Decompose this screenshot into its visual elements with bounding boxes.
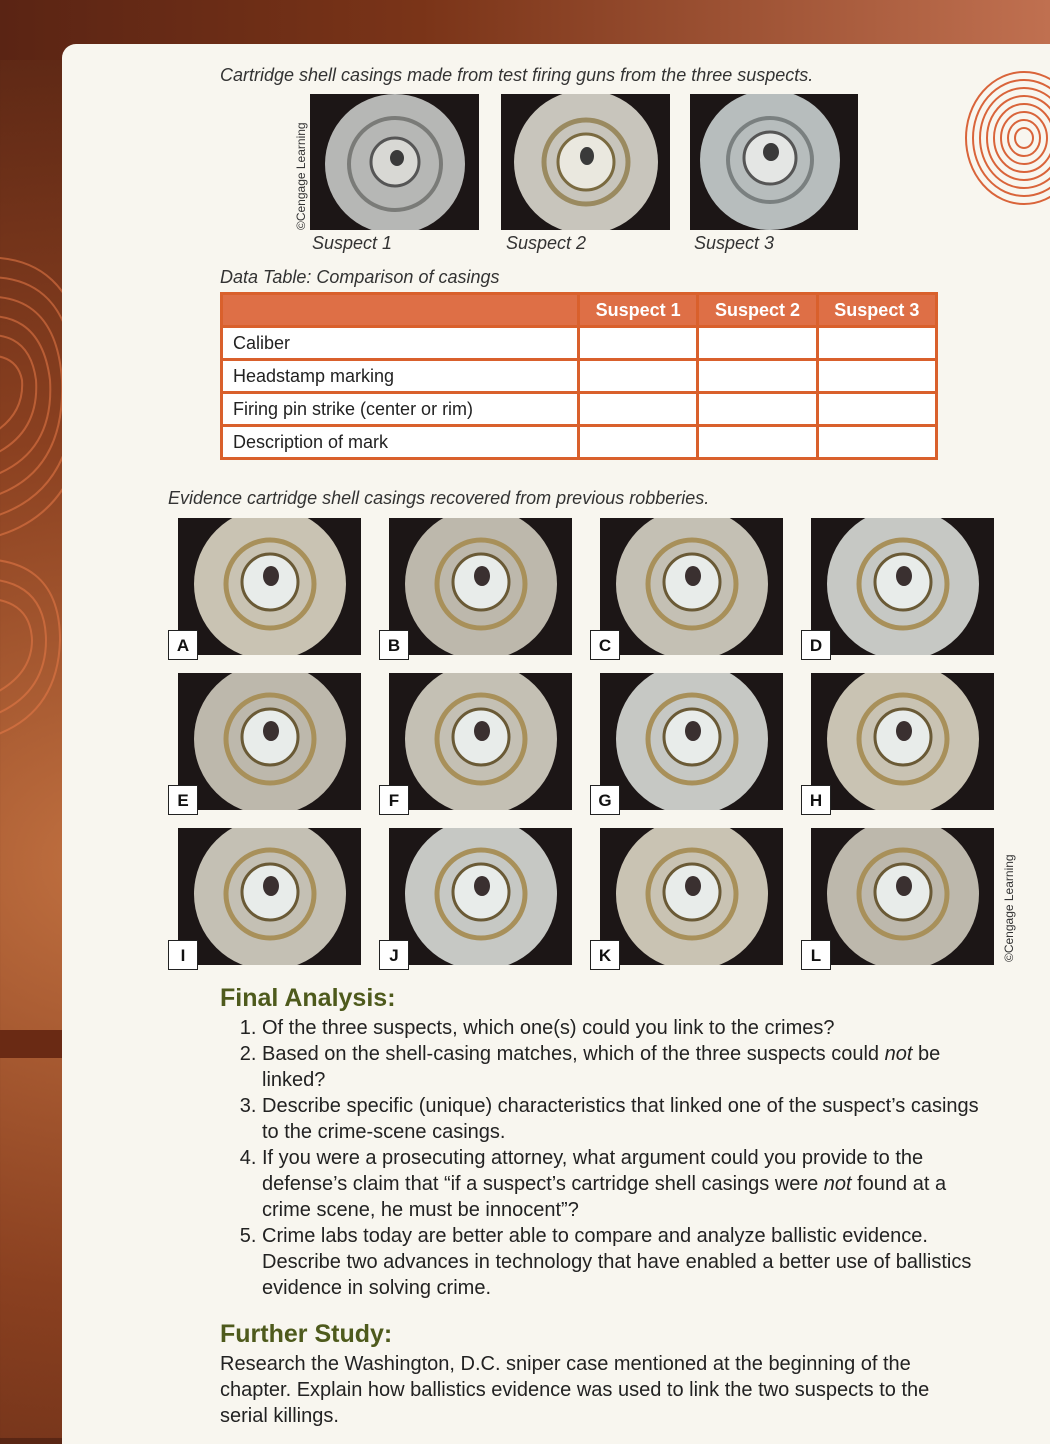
question-5: 5. Crime labs today are better able to compare and analyze ballistic evidence. Describe two advances in technology that have enabled a better use of ballistics evidence in solving crime. [262, 1223, 980, 1301]
table-cell[interactable] [579, 393, 698, 426]
table-cell[interactable] [817, 327, 936, 360]
evidence-label: H [801, 785, 831, 815]
analysis-questions [224, 1015, 980, 1301]
fingerprint-left-icon [0, 220, 62, 1440]
question-4 [262, 1145, 980, 1223]
evidence-casing-image [178, 673, 361, 810]
question-2-emphasis: not [884, 1043, 913, 1065]
suspect-1-casing-image [310, 94, 479, 230]
top-caption: Cartridge shell casings made from test firing guns from the three suspects. [220, 65, 814, 85]
question-2 [262, 1041, 980, 1093]
evidence-label: D [801, 630, 831, 660]
evidence-casing-image [811, 828, 994, 965]
table-row [222, 327, 937, 360]
table-cell[interactable] [698, 327, 817, 360]
final-analysis-heading: Final Analysis: [220, 984, 396, 1012]
table-cell[interactable] [817, 360, 936, 393]
table-cell[interactable] [579, 426, 698, 459]
evidence-label: I [168, 940, 198, 970]
evidence-label: L [801, 940, 831, 970]
question-4-text: If you were a prosecuting attorney, what argument could you provide to the defense’s claim that “if a suspect’s cartridge shell casings were [262, 1147, 924, 1195]
comparison-table [220, 292, 938, 460]
question-3: 3. Describe specific (unique) characteristics that linked one of the suspect’s casings to the crime-scene casings. [262, 1093, 980, 1145]
evidence-label: A [168, 630, 198, 660]
question-1: 1. Of the three suspects, which one(s) could you link to the crimes? [262, 1015, 980, 1041]
evidence-casing-image [178, 828, 361, 965]
suspect-3-label: Suspect 3 [694, 233, 775, 253]
further-study-text: Research the Washington, D.C. sniper case mentioned at the beginning of the chapter. Explain how ballistics evidence was used to link the two suspects to the serial killings. [220, 1353, 930, 1427]
table-header-cell: Suspect 3 [817, 294, 936, 327]
question-2-text: Based on the shell-casing matches, which of the three suspects could [262, 1043, 885, 1065]
evidence-casing-image [811, 518, 994, 655]
suspect-1-label: Suspect 1 [312, 233, 393, 253]
suspect-3-casing-image [690, 94, 858, 230]
evidence-casing-image [600, 673, 783, 810]
table-caption: Data Table: Comparison of casings [220, 267, 500, 287]
table-cell[interactable] [579, 360, 698, 393]
table-header-cell: Suspect 1 [579, 294, 698, 327]
evidence-caption: Evidence cartridge shell casings recovered from previous robberies. [168, 488, 710, 508]
row-label: Description of mark [222, 426, 579, 459]
question-2-text-end: be linked? [262, 1043, 941, 1091]
question-4-text-end: found at a crime scene, he must be innocent”? [262, 1173, 947, 1221]
fingerprint-right-icon [962, 66, 1050, 208]
credit-right: ©Cengage Learning [1002, 854, 1016, 962]
suspect-2-casing-image [501, 94, 670, 230]
row-label: Headstamp marking [222, 360, 579, 393]
question-4-emphasis: not [823, 1173, 852, 1195]
evidence-label: K [590, 940, 620, 970]
evidence-label: E [168, 785, 198, 815]
table-cell[interactable] [817, 426, 936, 459]
evidence-casing-image [389, 828, 572, 965]
table-row [222, 393, 937, 426]
background-band [0, 1030, 62, 1058]
row-label: Firing pin strike (center or rim) [222, 393, 579, 426]
table-row [222, 360, 937, 393]
evidence-casing-image [389, 518, 572, 655]
evidence-label: C [590, 630, 620, 660]
evidence-casing-image [811, 673, 994, 810]
evidence-casing-image [178, 518, 361, 655]
evidence-label: G [590, 785, 620, 815]
table-cell[interactable] [698, 360, 817, 393]
table-cell[interactable] [698, 426, 817, 459]
evidence-casing-image [600, 828, 783, 965]
evidence-casing-image [600, 518, 783, 655]
suspect-2-label: Suspect 2 [506, 233, 587, 253]
row-label: Caliber [222, 327, 579, 360]
evidence-casing-image [389, 673, 572, 810]
further-study-heading: Further Study: [220, 1320, 393, 1348]
evidence-label: B [379, 630, 409, 660]
table-cell[interactable] [579, 327, 698, 360]
evidence-label: J [379, 940, 409, 970]
table-row [222, 426, 937, 459]
table-cell[interactable] [698, 393, 817, 426]
table-header-row [222, 294, 937, 327]
credit-top: ©Cengage Learning [294, 122, 308, 230]
table-header-cell: Suspect 2 [698, 294, 817, 327]
evidence-label: F [379, 785, 409, 815]
table-cell[interactable] [817, 393, 936, 426]
table-header-cell [222, 294, 579, 327]
